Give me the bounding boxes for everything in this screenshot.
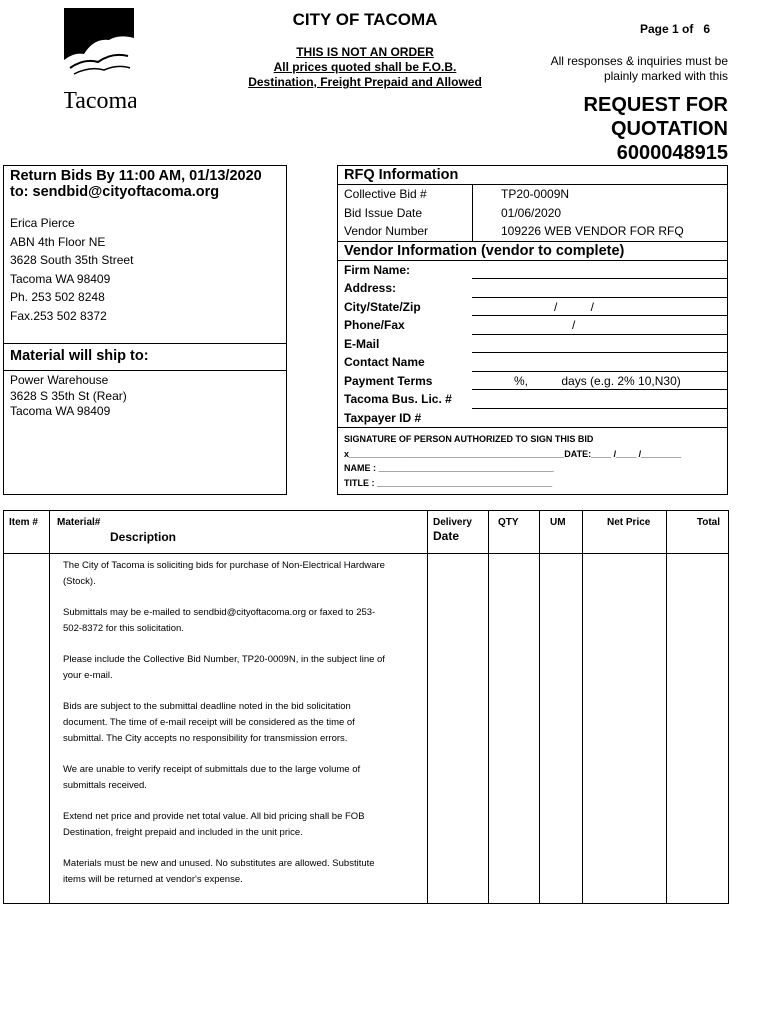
vendor-phone-fax-field[interactable]: Phone/Fax /: [338, 316, 727, 335]
rfq-vendor-panel: [337, 165, 728, 495]
col-total: Total: [667, 511, 729, 554]
col-delivery-date: Delivery Date: [428, 511, 489, 554]
solicitation-notes: [50, 554, 428, 904]
signature-block[interactable]: SIGNATURE OF PERSON AUTHORIZED TO SIGN THIS BID x___________________________________________DATE:____ /____ /________ NAME : ___________________________________ TITLE : ___________________________________: [344, 434, 682, 488]
rfq-row-issue-date: Bid Issue Date 01/06/2020: [338, 204, 727, 223]
col-item: Item #: [4, 511, 50, 554]
note-paragraph: We are unable to verify receipt of submittals due to the large volume of submittals received.: [63, 764, 361, 791]
inquiry-notice: All responses & inquiries must be plainly marked with this: [550, 54, 728, 83]
col-qty: QTY: [489, 511, 540, 554]
ship-to-heading: Material will ship to:: [10, 348, 149, 364]
note-paragraph: Materials must be new and unused. No substitutes are allowed. Substitute items will be returned at vendor's expense.: [63, 858, 375, 885]
items-table: [3, 510, 728, 885]
page-indicator: Page 1 of 6: [640, 22, 711, 36]
vendor-info-heading: Vendor Information (vendor to complete): [338, 242, 727, 261]
vendor-firm-name-field[interactable]: Firm Name:: [338, 261, 727, 280]
ship-to-address: Power Warehouse 3628 S 35th St (Rear) Tacoma WA 98409: [10, 373, 127, 418]
vendor-email-field[interactable]: E-Mail: [338, 335, 727, 354]
return-bids-panel: [3, 165, 287, 495]
col-net-price: Net Price: [583, 511, 667, 554]
vendor-business-license-field[interactable]: Tacoma Bus. Lic. #: [338, 390, 727, 409]
city-of-tacoma-logo: [64, 8, 136, 116]
buyer-contact: Erica Pierce ABN 4th Floor NE 3628 South 35th Street Tacoma WA 98409 Ph. 253 502 8248 Fax.253 502 8372: [10, 216, 134, 323]
note-paragraph: Please include the Collective Bid Number, TP20-0009N, in the subject line of your e-mail.: [63, 654, 385, 681]
document-title: REQUEST FOR QUOTATION 6000048915: [583, 94, 728, 164]
note-paragraph: The City of Tacoma is soliciting bids for purchase of Non-Electrical Hardware (Stock).: [63, 560, 385, 587]
vendor-address-field[interactable]: Address:: [338, 279, 727, 298]
col-um: UM: [540, 511, 583, 554]
not-order-notice: THIS IS NOT AN ORDER All prices quoted shall be F.O.B. Destination, Freight Prepaid and Allowed: [248, 45, 482, 89]
col-material-description: Material# Description: [50, 511, 428, 554]
rfq-info-heading: RFQ Information: [338, 166, 727, 185]
vendor-contact-name-field[interactable]: Contact Name: [338, 353, 727, 372]
return-bids-heading: Return Bids By 11:00 AM, 01/13/2020 to: sendbid@cityoftacoma.org: [10, 168, 262, 200]
vendor-taxpayer-id-field[interactable]: Taxpayer ID #: [338, 409, 727, 429]
note-paragraph: Extend net price and provide net total value. All bid pricing shall be FOB Destination, freight prepaid and included in the unit price.: [63, 811, 365, 838]
logo-wordmark: Tacoma: [64, 88, 136, 114]
rfq-row-vendor-number: Vendor Number 109226 WEB VENDOR FOR RFQ: [338, 222, 727, 242]
city-heading: CITY OF TACOMA: [292, 10, 438, 29]
rfq-row-collective-bid: Collective Bid # TP20-0009N: [338, 185, 727, 204]
note-paragraph: Submittals may be e-mailed to sendbid@cityoftacoma.org or faxed to 253-502-8372 for this solicitation.: [63, 607, 376, 634]
vendor-payment-terms-field[interactable]: Payment Terms %, days (e.g. 2% 10,N30): [338, 372, 727, 391]
vendor-city-state-zip-field[interactable]: City/State/Zip / /: [338, 298, 727, 317]
note-paragraph: Bids are subject to the submittal deadline noted in the bid solicitation document. The time of e-mail receipt will be considered as the time of submittal. The City accepts no responsibility for transmission errors.: [63, 701, 355, 744]
